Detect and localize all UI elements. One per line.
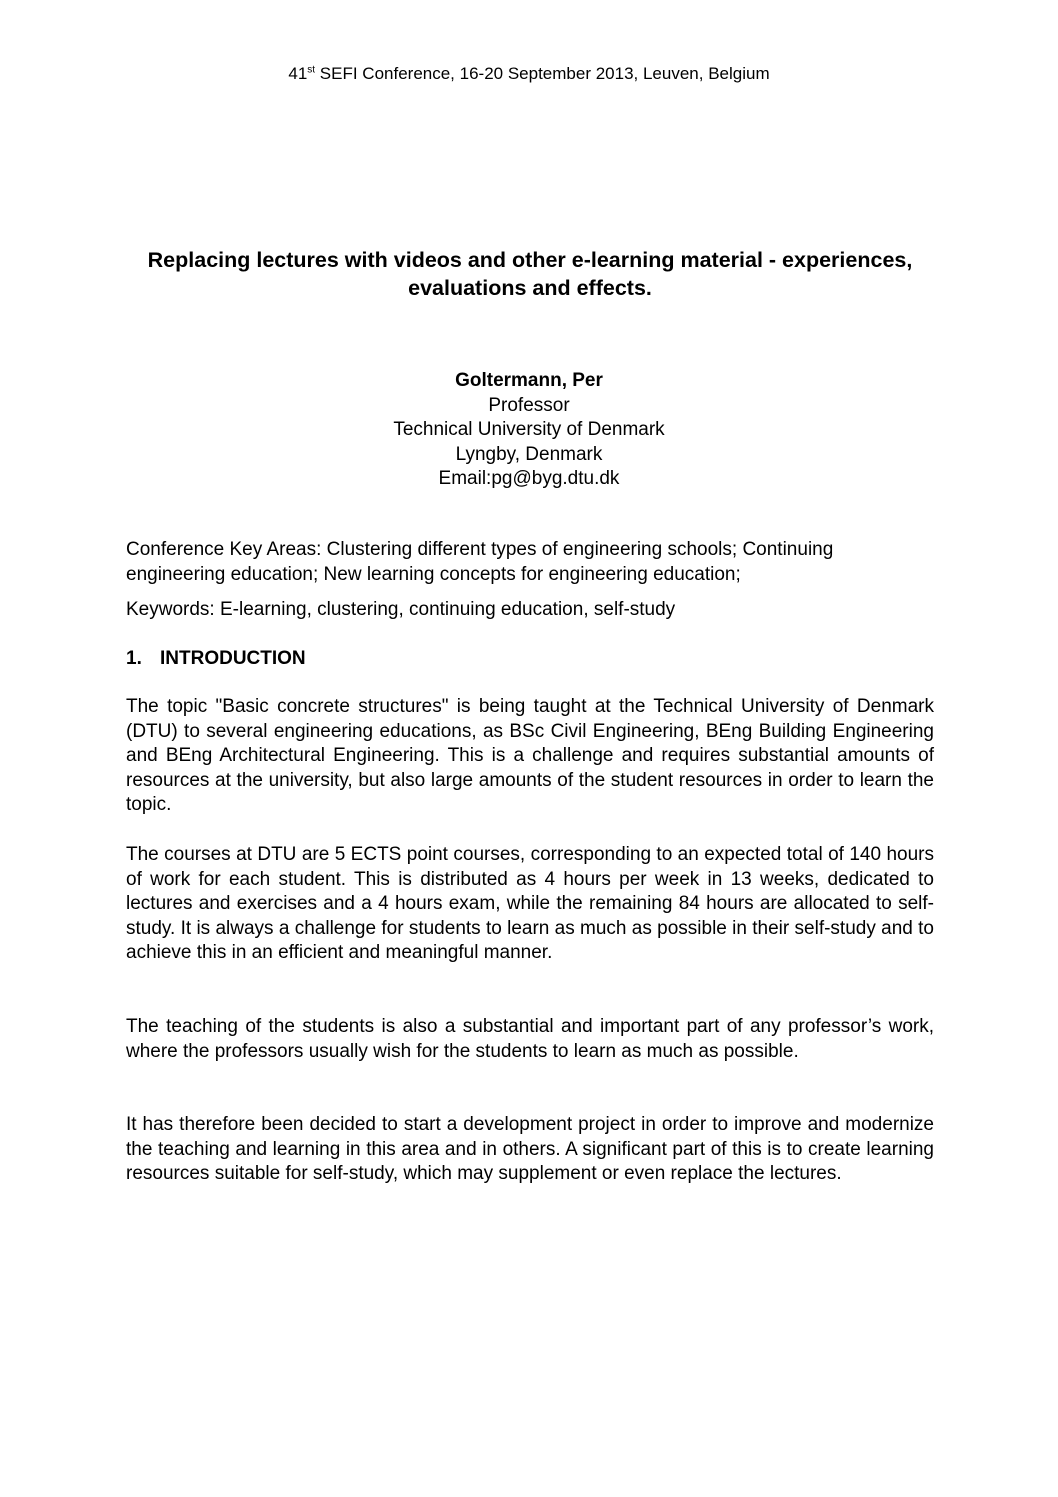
paragraph: It has therefore been decided to start a development project in order to improve and modernize the teaching and learning in this area and in others. A significant part of this is to create learning resources suitable for self-study, which may supplement or even replace the lectures. bbox=[126, 1114, 934, 1184]
author-location: Lyngby, Denmark bbox=[455, 443, 603, 465]
running-header bbox=[0, 63, 1058, 85]
author-institution: Technical University of Denmark bbox=[393, 419, 665, 440]
section-number: 1. bbox=[126, 648, 142, 669]
paragraph: The topic "Basic concrete structures" is being taught at the Technical University of Denmark (DTU) to several engineering educations, as BSc Civil Engineering, BEng Building Engineering and BEng Architectural Engineering. This is a challenge and requires substantial amounts of resources at the university, but also large amounts of the student resources in order to learn the topic. bbox=[126, 696, 934, 815]
author-block bbox=[0, 369, 1058, 492]
paper-title: Replacing lectures with videos and other e-learning material - experiences, evaluations and effects. bbox=[147, 248, 913, 300]
conference-header-text: SEFI Conference, 16-20 September 2013, Leuven, Belgium bbox=[315, 64, 770, 83]
section-title: INTRODUCTION bbox=[160, 648, 306, 669]
author-name: Goltermann, Per bbox=[455, 370, 603, 391]
conference-ordinal: 41 bbox=[288, 64, 308, 83]
paragraph: The courses at DTU are 5 ECTS point courses, corresponding to an expected total of 140 hours of work for each student. This is distributed as 4 hours per week in 13 weeks, dedicated to lectures and exercises and a 4 hours exam, while the remaining 84 hours are allocated to self-study. It is always a challenge for students to learn as much as possible in their self-study and to achieve this in an efficient and meaningful manner. bbox=[126, 844, 934, 963]
author-email: Email:pg@byg.dtu.dk bbox=[438, 468, 620, 489]
conference-key-areas: Conference Key Areas: Clustering different types of engineering schools; Continuing engineering education; New learning concepts for engineering education; bbox=[126, 539, 834, 585]
author-position: Professor bbox=[488, 394, 570, 416]
section-heading-introduction bbox=[126, 647, 306, 672]
paragraph: The teaching of the students is also a substantial and important part of any professor’s work, where the professors usually wish for the students to learn as much as possible. bbox=[126, 1016, 934, 1062]
keywords: Keywords: E-learning, clustering, continuing education, self-study bbox=[126, 599, 676, 620]
conference-ordinal-suffix: st bbox=[307, 64, 316, 76]
